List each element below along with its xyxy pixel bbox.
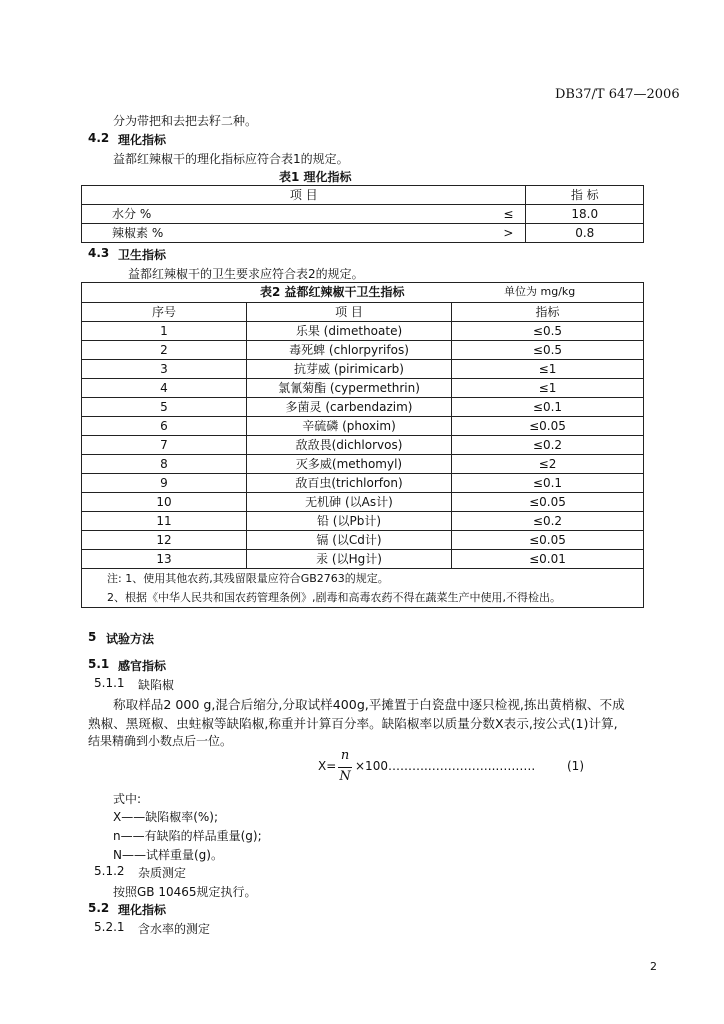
row-number: 3 xyxy=(82,360,247,379)
document-id: DB37/T 647—2006 xyxy=(555,87,680,102)
section-5-number: 5 xyxy=(88,630,97,644)
table2-header-no: 序号 xyxy=(82,303,247,322)
table1-item: 辣椒素 % xyxy=(82,224,313,243)
table-row xyxy=(82,398,644,417)
section-5-title: 试验方法 xyxy=(106,632,155,646)
formula-label: (1) xyxy=(567,759,584,773)
table2-header-item: 项 目 xyxy=(247,303,452,322)
row-limit: ≤0.1 xyxy=(452,398,644,417)
section-5-1-number: 5.1 xyxy=(88,657,110,671)
row-number: 7 xyxy=(82,436,247,455)
row-number: 1 xyxy=(82,322,247,341)
table-row xyxy=(82,224,644,243)
table-row xyxy=(82,360,644,379)
table1-operator: ≤ xyxy=(312,205,526,224)
row-number: 6 xyxy=(82,417,247,436)
row-item: 多菌灵 (carbendazim) xyxy=(247,398,452,417)
table2-header-limit: 指标 xyxy=(452,303,644,322)
row-item: 敌敌畏(dichlorvos) xyxy=(247,436,452,455)
row-number: 10 xyxy=(82,493,247,512)
section-5-1-1-para-2: 熟椒、黑斑椒、虫蛀椒等缺陷椒,称重并计算百分率。缺陷椒率以质量分数X表示,按公式(1)计算, xyxy=(88,716,618,731)
row-item: 灭多威(methomyl) xyxy=(247,455,452,474)
section-5-1-title: 感官指标 xyxy=(118,659,167,673)
section-4-3-text: 益都红辣椒干的卫生要求应符合表2的规定。 xyxy=(128,267,364,281)
table2-body xyxy=(82,322,644,569)
table-row xyxy=(82,417,644,436)
row-limit: ≤0.05 xyxy=(452,493,644,512)
row-item: 敌百虫(trichlorfon) xyxy=(247,474,452,493)
where-lead: 式中: xyxy=(113,792,142,806)
table2-caption-row xyxy=(82,283,644,303)
fraction-bar xyxy=(338,767,352,768)
row-number: 2 xyxy=(82,341,247,360)
table2-unit: 单位为 mg/kg xyxy=(504,285,576,298)
row-limit: ≤0.5 xyxy=(452,322,644,341)
section-5-1-2-text: 按照GB 10465规定执行。 xyxy=(113,885,257,899)
row-limit: ≤0.2 xyxy=(452,436,644,455)
table-row xyxy=(82,474,644,493)
formula-lhs: X= xyxy=(318,759,337,773)
row-limit: ≤1 xyxy=(452,360,644,379)
table1-header-item: 项 目 xyxy=(82,186,526,205)
section-4-2-text: 益都红辣椒干的理化指标应符合表1的规定。 xyxy=(113,152,349,166)
row-item: 毒死蜱 (chlorpyrifos) xyxy=(247,341,452,360)
table2-notes xyxy=(82,569,644,608)
page-number: 2 xyxy=(650,960,657,973)
table1-header-value: 指 标 xyxy=(526,186,644,205)
intro-text: 分为带把和去把去籽二种。 xyxy=(113,114,258,128)
where-line-1: X——缺陷椒率(%); xyxy=(113,810,219,824)
row-item: 铅 (以Pb计) xyxy=(247,512,452,531)
row-limit: ≤0.1 xyxy=(452,474,644,493)
row-item: 无机砷 (以As计) xyxy=(247,493,452,512)
formula-rhs: ×100……….……………..………. xyxy=(355,759,536,773)
table-row xyxy=(82,493,644,512)
table2 xyxy=(81,282,644,608)
table-row xyxy=(82,512,644,531)
section-4-3-title: 卫生指标 xyxy=(118,248,167,262)
section-4-3-number: 4.3 xyxy=(88,246,110,260)
section-4-2-number: 4.2 xyxy=(88,131,110,145)
table-row xyxy=(82,455,644,474)
section-5-2-title: 理化指标 xyxy=(118,903,167,917)
section-5-2-1-number: 5.2.1 xyxy=(94,920,125,934)
row-limit: ≤2 xyxy=(452,455,644,474)
table-row xyxy=(82,205,644,224)
row-limit: ≤0.05 xyxy=(452,417,644,436)
row-number: 5 xyxy=(82,398,247,417)
row-limit: ≤0.01 xyxy=(452,550,644,569)
section-5-2-1-title: 含水率的测定 xyxy=(138,922,211,936)
row-number: 11 xyxy=(82,512,247,531)
section-5-1-2-title: 杂质测定 xyxy=(138,866,187,880)
section-5-1-1-title: 缺陷椒 xyxy=(138,678,175,692)
row-item: 辛硫磷 (phoxim) xyxy=(247,417,452,436)
table-row xyxy=(82,379,644,398)
table1-item: 水分 % xyxy=(82,205,313,224)
row-item: 镉 (以Cd计) xyxy=(247,531,452,550)
row-item: 抗芽威 (pirimicarb) xyxy=(247,360,452,379)
row-limit: ≤0.2 xyxy=(452,512,644,531)
formula-denominator: N xyxy=(339,769,351,784)
table-row xyxy=(82,322,644,341)
row-item: 氯氰菊酯 (cypermethrin) xyxy=(247,379,452,398)
row-number: 9 xyxy=(82,474,247,493)
row-item: 汞 (以Hg计) xyxy=(247,550,452,569)
table-row xyxy=(82,550,644,569)
table2-note-1: 注: 1、使用其他农药,其残留限量应符合GB2763的规定。 xyxy=(107,572,389,585)
formula-numerator: n xyxy=(340,748,350,763)
row-number: 4 xyxy=(82,379,247,398)
table-row xyxy=(82,436,644,455)
row-limit: ≤0.5 xyxy=(452,341,644,360)
table1-value: 18.0 xyxy=(526,205,644,224)
table1-caption: 表1 理化指标 xyxy=(279,170,352,184)
table1 xyxy=(81,185,644,243)
row-number: 12 xyxy=(82,531,247,550)
row-number: 8 xyxy=(82,455,247,474)
table2-caption: 表2 益都红辣椒干卫生指标 xyxy=(260,285,405,299)
table1-operator: > xyxy=(312,224,526,243)
row-item: 乐果 (dimethoate) xyxy=(247,322,452,341)
table-row xyxy=(82,531,644,550)
section-5-1-2-number: 5.1.2 xyxy=(94,864,125,878)
table1-value: 0.8 xyxy=(526,224,644,243)
table-row xyxy=(82,341,644,360)
where-line-2: n——有缺陷的样品重量(g); xyxy=(113,829,262,843)
row-number: 13 xyxy=(82,550,247,569)
where-line-3: N——试样重量(g)。 xyxy=(113,848,223,862)
row-limit: ≤1 xyxy=(452,379,644,398)
section-4-2-title: 理化指标 xyxy=(118,133,167,147)
section-5-1-1-para-1: 称取样品2 000 g,混合后缩分,分取试样400g,平摊置于白瓷盘中逐只检视,拣出黄梢椒、不成 xyxy=(113,697,625,712)
section-5-1-1-number: 5.1.1 xyxy=(94,676,125,690)
table2-note-2: 2、根据《中华人民共和国农药管理条例》,剧毒和高毒农药不得在蔬菜生产中使用,不得检出。 xyxy=(107,591,561,604)
section-5-1-1-para-3: 结果精确到小数点后一位。 xyxy=(88,734,233,748)
section-5-2-number: 5.2 xyxy=(88,901,110,915)
row-limit: ≤0.05 xyxy=(452,531,644,550)
